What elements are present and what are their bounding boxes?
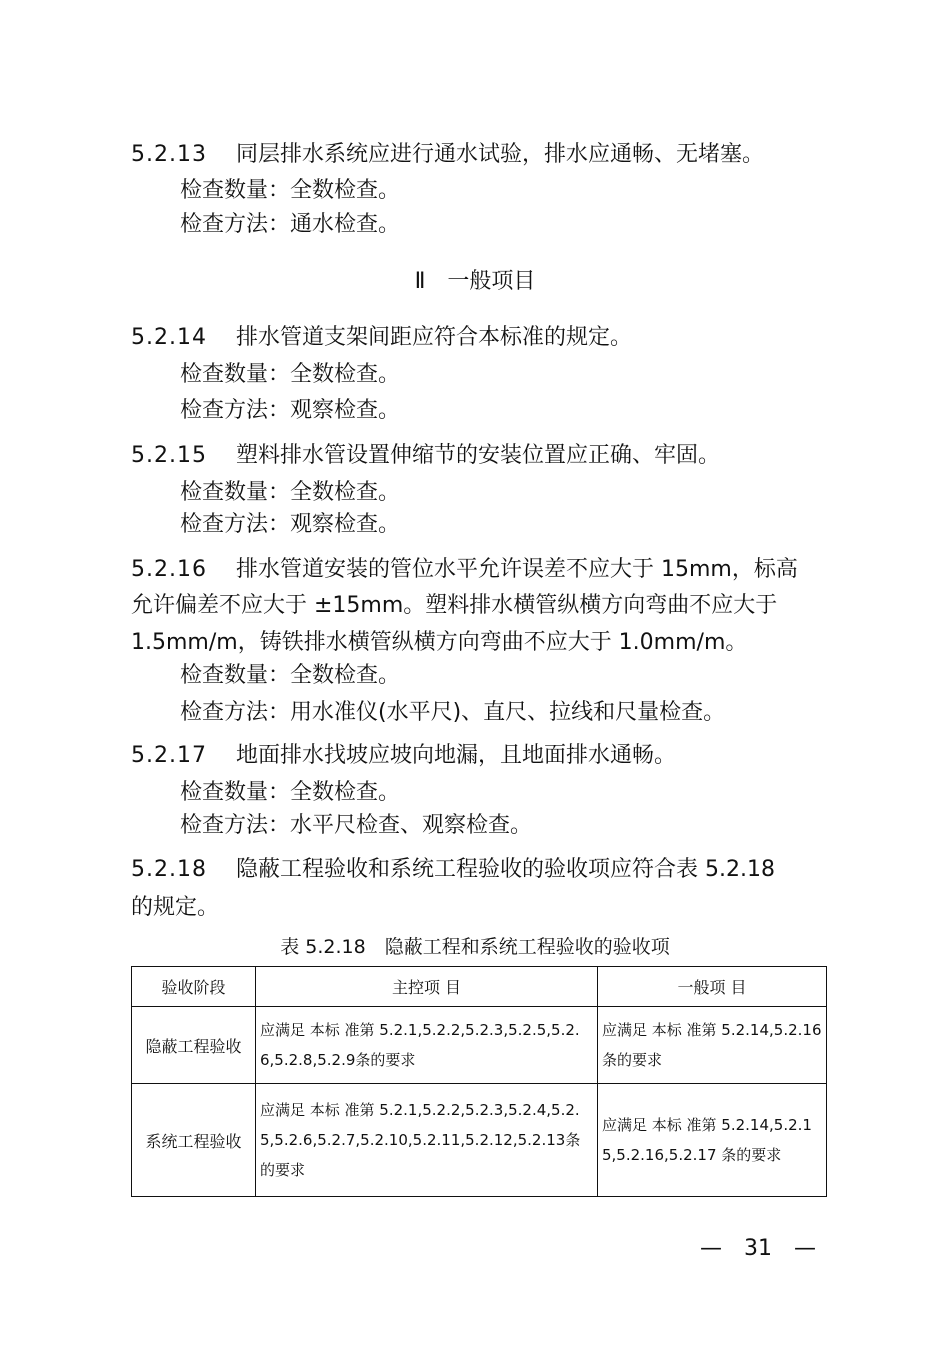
clause-text: 地面排水找坡应坡向地漏，且地面排水通畅。 [235,743,676,768]
clause-number: 5.2.15 [131,443,207,468]
clause-number: 5.2.17 [131,743,207,768]
clause-text: 排水管道支架间距应符合本标准的规定。 [235,325,632,350]
clause-5-2-15 [131,441,720,471]
table-row [132,1007,827,1084]
acceptance-table [131,966,827,1197]
clause-5-2-13 [131,140,764,170]
clause-text-continued: 允许偏差不应大于 ±15mm。塑料排水横管纵横方向弯曲不应大于 [131,593,778,618]
inspection-quantity: 检查数量：全数检查。 [180,780,401,805]
page-number: — 31 — [700,1236,816,1261]
clause-text-continued: 1.5mm/m，铸铁排水横管纵横方向弯曲不应大于 1.0mm/m。 [131,630,748,655]
clause-text: 排水管道安装的管位水平允许误差不应大于 15mm，标高 [235,557,798,582]
table-header-row [132,967,827,1007]
column-header-main: 主控项 目 [256,967,598,1007]
general-items-cell: 应满足 本标 准第 5.2.14,5.2.15,5.2.16,5.2.17 条的要求 [598,1084,827,1197]
inspection-quantity: 检查数量：全数检查。 [180,178,401,203]
stage-cell: 系统工程验收 [132,1084,256,1197]
main-items-cell: 应满足 本标 准第 5.2.1,5.2.2,5.2.3,5.2.5,5.2.6,5.2.8,5.2.9条的要求 [256,1007,598,1084]
clause-number: 5.2.13 [131,142,207,167]
clause-5-2-16 [131,555,798,585]
clause-text: 同层排水系统应进行通水试验，排水应通畅、无堵塞。 [235,142,764,167]
inspection-method: 检查方法：用水准仪(水平尺)、直尺、拉线和尺量检查。 [180,700,726,725]
clause-text: 隐蔽工程验收和系统工程验收的验收项应符合表 5.2.18 [235,857,775,882]
stage-cell: 隐蔽工程验收 [132,1007,256,1084]
clause-number: 5.2.16 [131,557,207,582]
clause-5-2-17 [131,741,676,771]
table-caption: 表 5.2.18 隐蔽工程和系统工程验收的验收项 [280,936,670,958]
inspection-method: 检查方法：观察检查。 [180,398,401,423]
main-items-cell: 应满足 本标 准第 5.2.1,5.2.2,5.2.3,5.2.4,5.2.5,5.2.6,5.2.7,5.2.10,5.2.11,5.2.12,5.2.13条的要求 [256,1084,598,1197]
clause-number: 5.2.14 [131,325,207,350]
inspection-quantity: 检查数量：全数检查。 [180,480,401,505]
clause-number: 5.2.18 [131,857,207,882]
column-header-stage: 验收阶段 [132,967,256,1007]
inspection-method: 检查方法：通水检查。 [180,212,401,237]
table-row [132,1084,827,1197]
clause-text-continued: 的规定。 [131,895,220,920]
clause-text: 塑料排水管设置伸缩节的安装位置应正确、牢固。 [235,443,720,468]
column-header-general: 一般项 目 [598,967,827,1007]
clause-5-2-18 [131,855,775,885]
section-heading: Ⅱ 一般项目 [414,269,536,294]
clause-5-2-14 [131,323,632,353]
inspection-quantity: 检查数量：全数检查。 [180,663,401,688]
inspection-quantity: 检查数量：全数检查。 [180,362,401,387]
general-items-cell: 应满足 本标 准第 5.2.14,5.2.16条的要求 [598,1007,827,1084]
inspection-method: 检查方法：观察检查。 [180,512,401,537]
inspection-method: 检查方法：水平尺检查、观察检查。 [180,813,533,838]
